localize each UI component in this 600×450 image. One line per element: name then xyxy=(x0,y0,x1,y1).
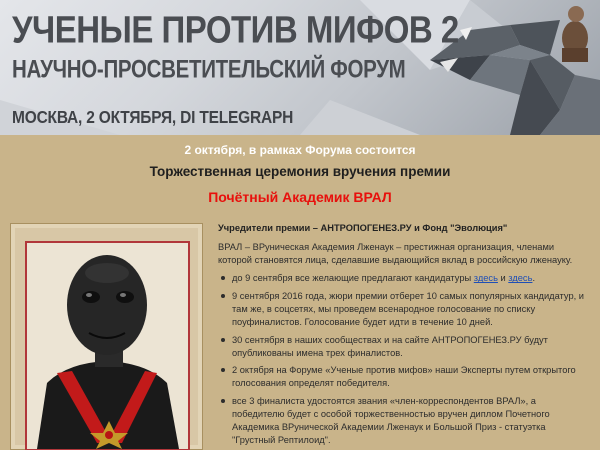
list-item xyxy=(218,272,590,285)
award-title: Почётный Академик ВРАЛ xyxy=(208,189,392,205)
list-item: 2 октября на Форуме «Ученые против мифов» наши Эксперты путем открытого голосования определят победителя. xyxy=(218,364,590,390)
award-founders: Учредители премии – АНТРОПОГЕНЕЗ.РУ и Фонд "Эволюция" xyxy=(218,223,508,233)
list-item: все 3 финалиста удостоятся звания «член-корреспондентов ВРАЛ», а победителю будет с особой торжественностью вручен диплом Почетного Академика ВРунической Академии Лженаук и Большой Приз - статуэтка "Грустный Рептилоид". xyxy=(218,395,590,446)
banner-subtitle: НАУЧНО-ПРОСВЕТИТЕЛЬСКИЙ ФОРУМ xyxy=(12,56,406,84)
event-announcement: 2 октября, в рамках Форума состоится xyxy=(184,143,416,157)
reptiloid-portrait xyxy=(25,241,190,450)
banner-title: УЧЕНЫЕ ПРОТИВ МИФОВ 2 xyxy=(12,8,459,51)
portrait-frame xyxy=(10,223,203,450)
award-description xyxy=(218,222,590,450)
forum-banner xyxy=(0,0,600,135)
nomination-text: до 9 сентября все желающие предлагают кандидатуры xyxy=(232,273,474,284)
nomination-link-1[interactable]: здесь xyxy=(473,273,498,284)
academy-intro: ВРАЛ – ВРуническая Академия Лженаук – престижная организация, членами которой становятся лица, сделавшие выдающийся вклад в российскую лженауку. xyxy=(218,241,573,265)
list-item: 9 сентября 2016 года, жюри премии отберет 10 самых популярных кандидатур, и там же, в соцсетях, мы проведем всенародное голосование по списку поуфиналистов. Голосование будет идти в течение 10 дней. xyxy=(218,290,590,328)
list-item: 30 сентября в наших сообществах и на сайте АНТРОПОГЕНЕЗ.РУ будут опубликованы имена трех финалистов. xyxy=(218,334,590,360)
ceremony-title: Торжественная церемония вручения премии xyxy=(149,164,451,179)
banner-place-date: МОСКВА, 2 ОКТЯБРЯ, DI TELEGRAPH xyxy=(12,108,294,128)
conjunction-text: и xyxy=(497,273,509,284)
nomination-link-2[interactable]: здесь xyxy=(508,273,533,284)
sentence-end: . xyxy=(532,273,536,284)
timeline-list xyxy=(218,272,590,446)
